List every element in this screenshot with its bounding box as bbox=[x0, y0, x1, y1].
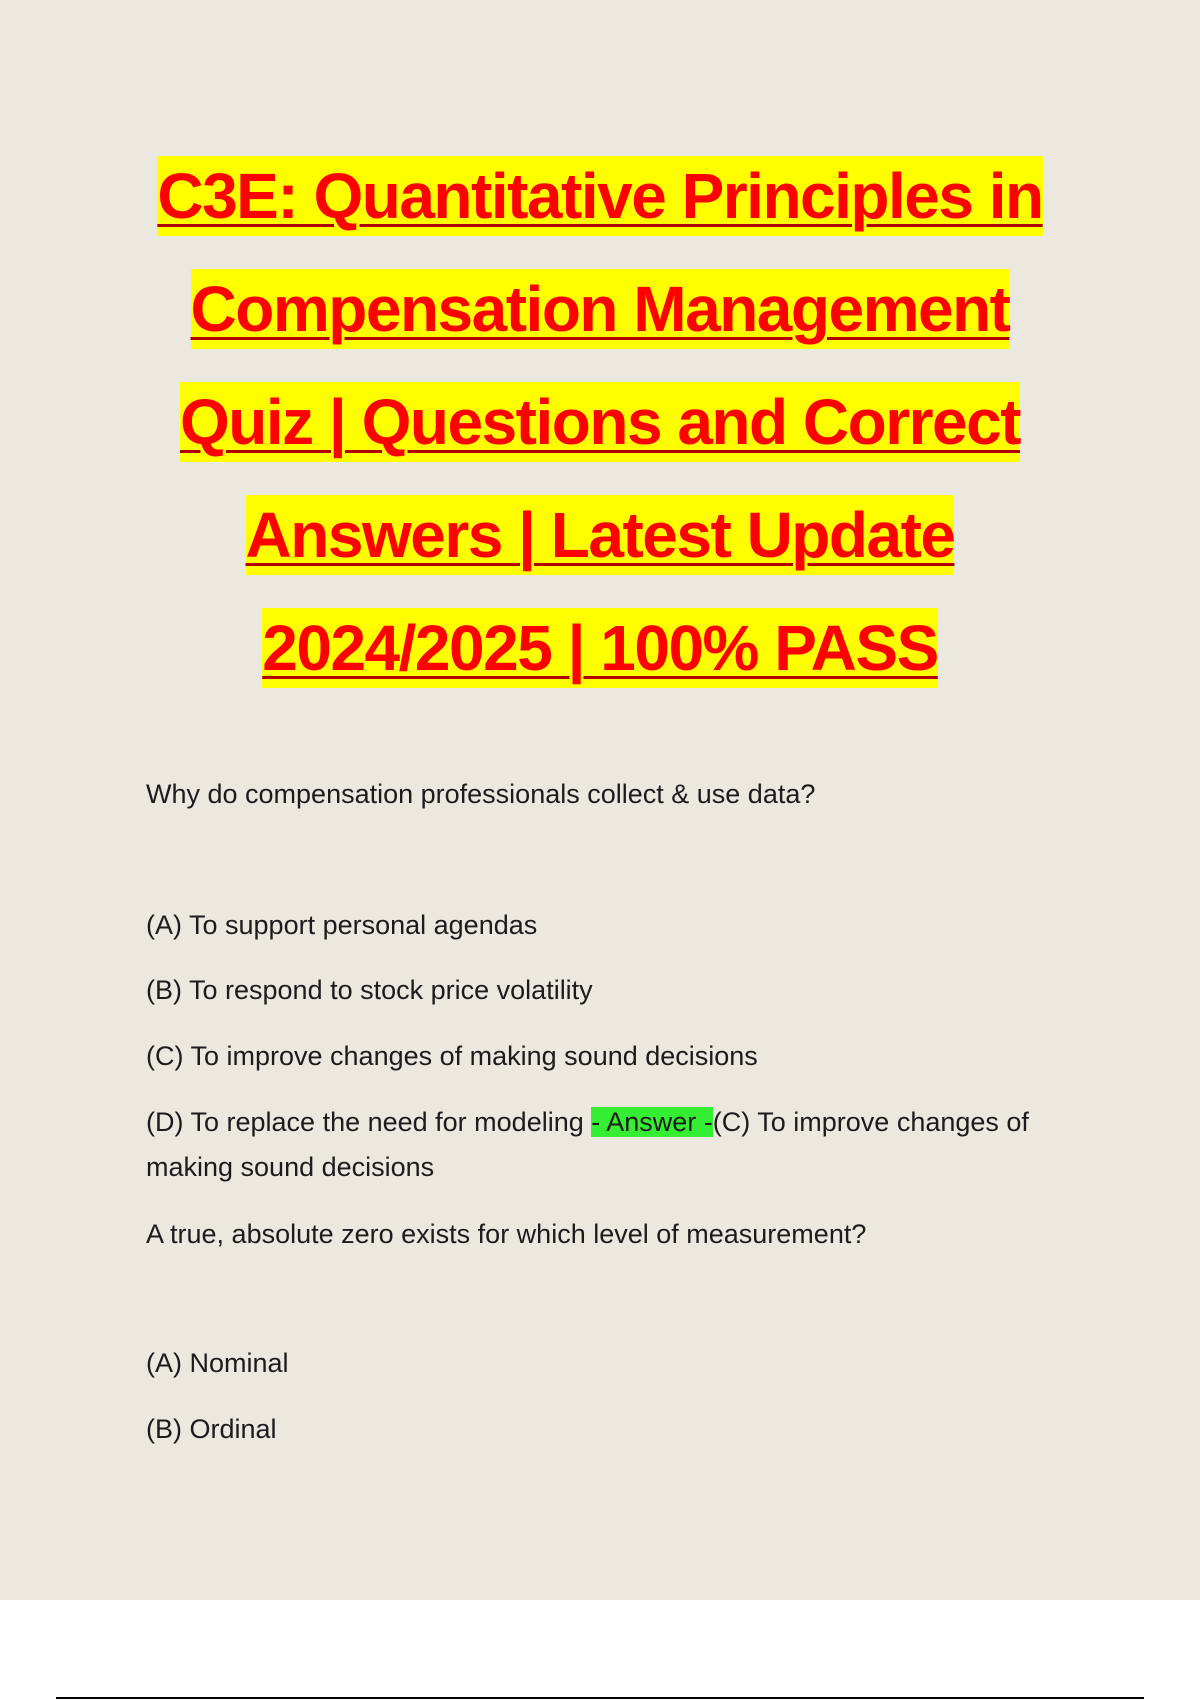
footer-divider bbox=[56, 1697, 1144, 1699]
question-2-option-a: (A) Nominal bbox=[146, 1348, 289, 1378]
title-line bbox=[100, 140, 1100, 253]
question-1-option-b: (B) To respond to stock price volatility bbox=[146, 975, 593, 1005]
title-line-text: Answers | Latest Update bbox=[246, 495, 955, 575]
title-line-text: C3E: Quantitative Principles in bbox=[157, 156, 1042, 236]
question-2-prompt: A true, absolute zero exists for which level of measurement? bbox=[146, 1219, 867, 1249]
title-line bbox=[100, 592, 1100, 705]
question-2-option-b: (B) Ordinal bbox=[146, 1414, 277, 1444]
question-1-prompt: Why do compensation professionals collect & use data? bbox=[146, 779, 816, 809]
title-line-text: Compensation Management bbox=[191, 269, 1010, 349]
question-1-option-d: (D) To replace the need for modeling bbox=[146, 1107, 592, 1137]
title-line bbox=[100, 253, 1100, 366]
question-1-option-d-with-answer bbox=[146, 1100, 1076, 1190]
title-line-text: Quiz | Questions and Correct bbox=[180, 382, 1020, 462]
answer-text: (C) To improve changes of making sound decisions bbox=[146, 1107, 1029, 1182]
question-1-option-c: (C) To improve changes of making sound decisions bbox=[146, 1041, 758, 1071]
title-line-text: 2024/2025 | 100% PASS bbox=[262, 608, 938, 688]
document-title bbox=[100, 140, 1100, 705]
title-line bbox=[100, 366, 1100, 479]
answer-label: - Answer - bbox=[591, 1107, 713, 1137]
title-line bbox=[100, 479, 1100, 592]
question-1-option-a: (A) To support personal agendas bbox=[146, 910, 538, 940]
